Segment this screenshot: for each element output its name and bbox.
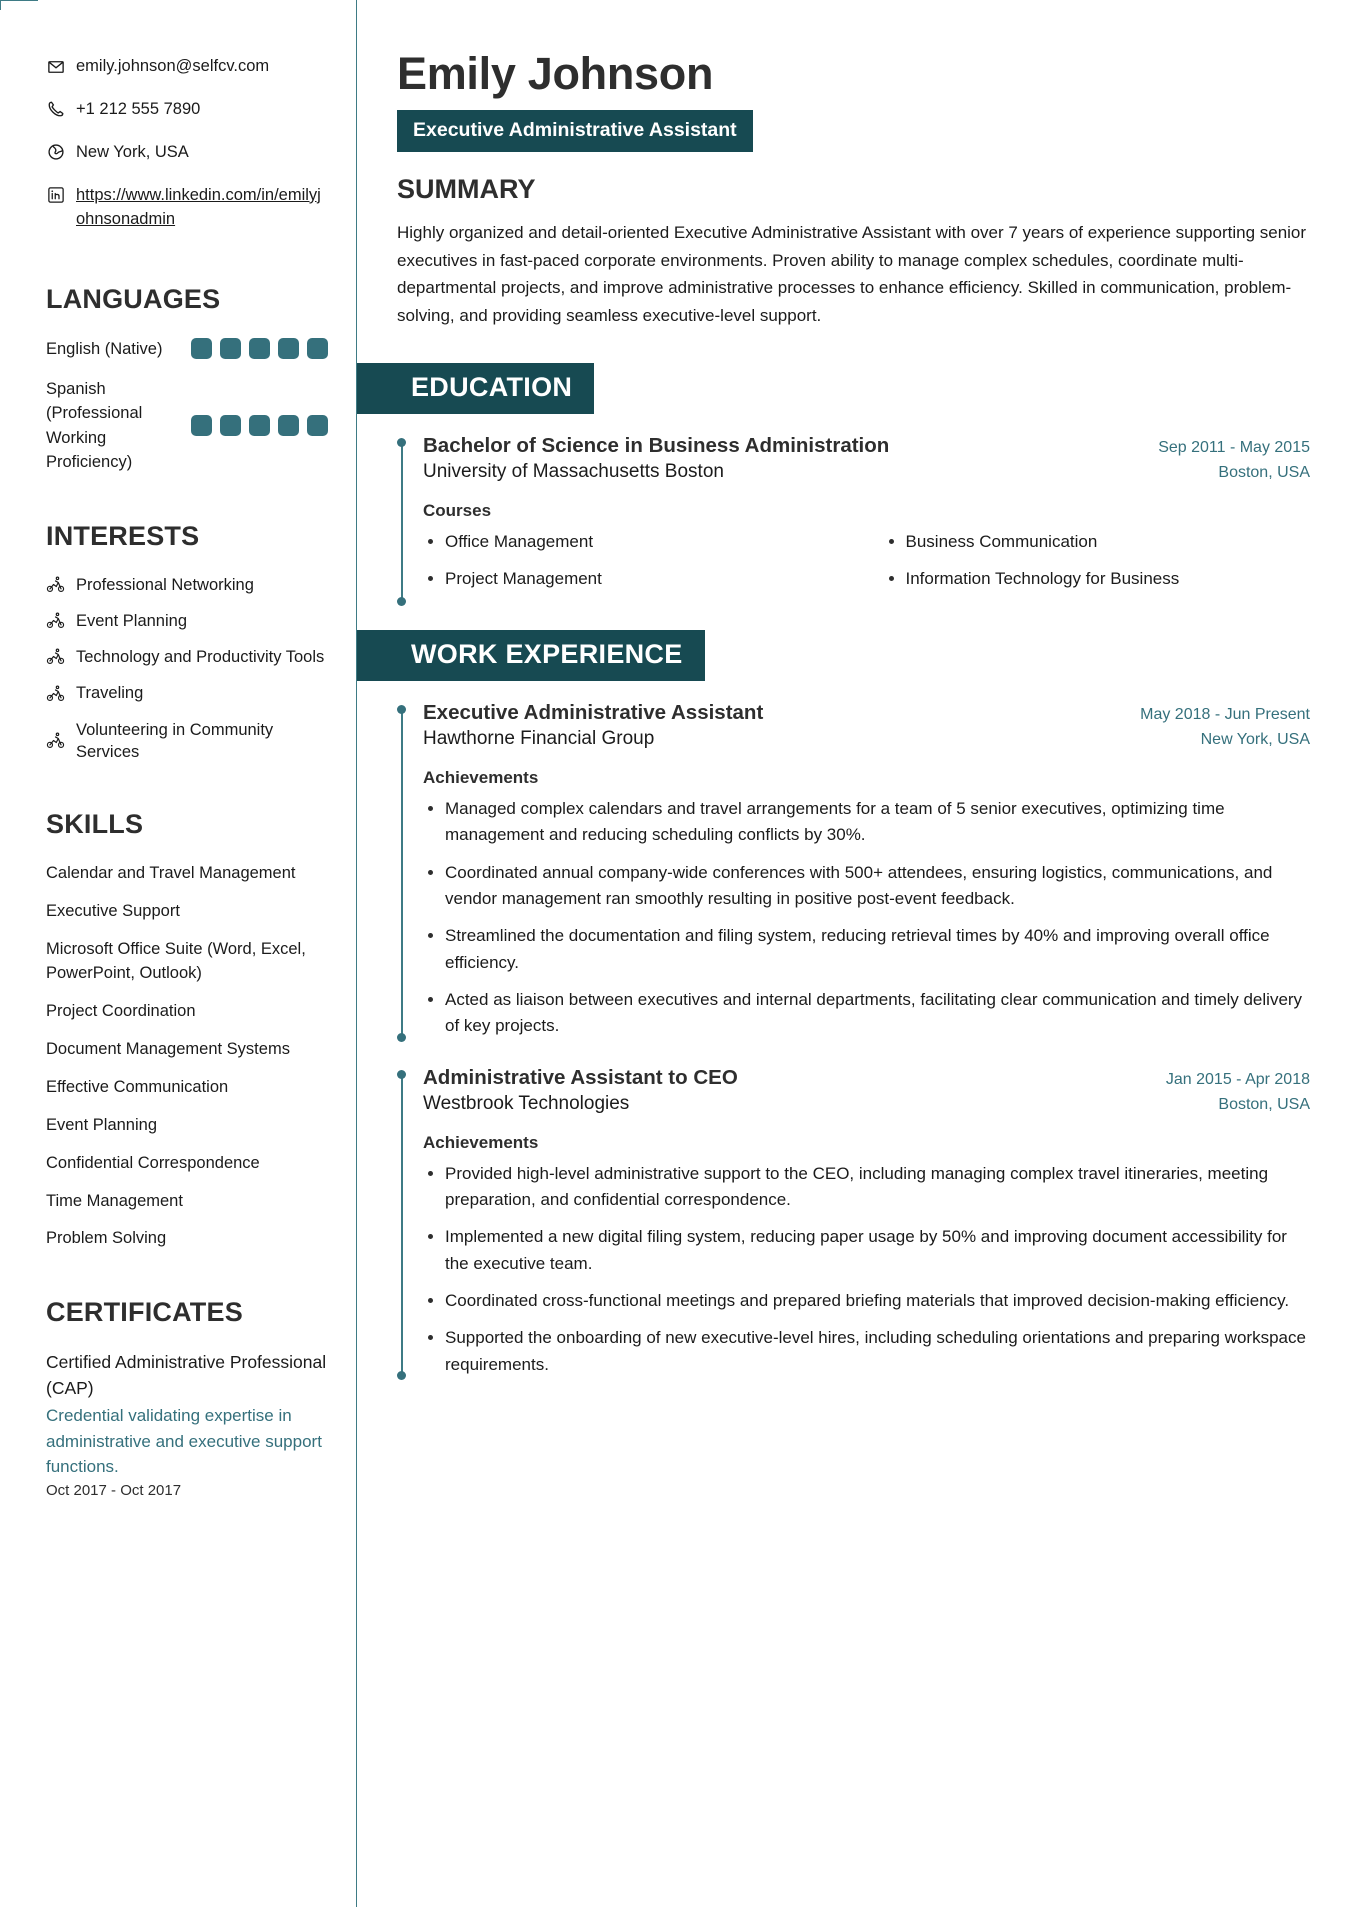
work-entry-head [423,701,1310,725]
timeline-dot-top [397,1070,406,1079]
courses-list [423,529,1310,604]
achievements-label: Achievements [423,1132,539,1152]
education-entry-head [423,434,1310,458]
language-item-spanish [46,377,328,475]
interest-item [46,646,328,668]
work-entry [397,701,1310,1040]
level-square [249,338,270,359]
education-entry [397,434,1310,604]
interest-label: Technology and Productivity Tools [76,648,325,667]
envelope-icon [46,57,65,76]
language-level-english [191,338,328,359]
achievements-list [423,796,1310,1040]
bicycle-icon [46,731,66,751]
certificate-description: Credential validating expertise in administrative and executive support functions. [46,1406,322,1477]
skills-section [46,809,328,1251]
skill-item: Calendar and Travel Management [46,864,296,883]
level-square [220,338,241,359]
course-item: Information Technology for Business [884,566,1311,592]
timeline-line [401,708,403,1040]
skills-heading: SKILLS [46,809,144,840]
certificate-date: Oct 2017 - Oct 2017 [46,1481,182,1499]
level-square [191,338,212,359]
achievement-item: Streamlined the documentation and filing system, reducing retrieval times by 40% and improving overall office efficiency. [423,923,1310,976]
summary-text: Highly organized and detail-oriented Executive Administrative Assistant with over 7 years of experience supporting senior executives in fast-paced corporate environments. Proven ability to manage complex schedules, coordinate multi-departmental projects, and improve administrative processes to enhance efficiency. Skilled in communication, problem-solving, and providing seamless executive-level support. [397,223,1307,325]
achievement-item: Implemented a new digital filing system, reducing paper usage by 50% and improving document accessibility for the executive team. [423,1224,1310,1277]
interest-label: Volunteering in Community Services [76,720,274,761]
work-entry-head [423,1066,1310,1090]
level-square [191,415,212,436]
skill-item: Effective Communication [46,1077,229,1096]
language-item-english [46,337,328,361]
main-content [357,0,1350,1907]
work-job-title: Administrative Assistant to CEO [423,1065,738,1089]
globe-icon [46,143,65,162]
achievements-list [423,1161,1310,1378]
achievement-item: Acted as liaison between executives and internal departments, facilitating clear communication and timely delivery of key projects. [423,987,1310,1040]
achievement-item: Coordinated annual company-wide conferences with 500+ attendees, ensuring logistics, communications, and vendor management ran smoothly resulting in positive post-event feedback. [423,860,1310,913]
interest-item [46,574,328,596]
timeline-line [401,1073,403,1378]
language-level-spanish [191,415,328,436]
work-job-title: Executive Administrative Assistant [423,700,764,724]
certificate-title: Certified Administrative Professional (CAP) [46,1352,327,1398]
achievement-item: Managed complex calendars and travel arrangements for a team of 5 senior executives, optimizing time management and reducing scheduling conflicts by 30%. [423,796,1310,849]
achievement-item: Coordinated cross-functional meetings and prepared briefing materials that improved decision-making efficiency. [423,1288,1310,1314]
level-square [278,415,299,436]
timeline-dot-bottom [397,1371,406,1380]
sidebar [0,0,357,1907]
work-location: Boston, USA [1218,1095,1310,1113]
contact-email-text: emily.johnson@selfcv.com [76,57,270,75]
timeline-line [401,441,403,604]
education-entry-sub [423,461,1310,483]
course-item: Office Management [423,529,850,555]
bicycle-icon [46,575,66,595]
contact-item-linkedin[interactable] [46,184,328,232]
work-entry-sub [423,728,1310,750]
interests-heading: INTERESTS [46,520,200,551]
interest-item [46,610,328,632]
skill-item: Event Planning [46,1115,157,1134]
timeline-dot-top [397,438,406,447]
contact-location-text: New York, USA [76,142,189,161]
education-section [397,363,1310,604]
education-date: Sep 2011 - May 2015 [1158,439,1310,457]
work-entry-sub [423,1093,1310,1115]
contact-list [46,55,328,232]
courses-label: Courses [423,501,492,521]
work-experience-section [397,630,1310,1378]
contact-item-email [46,55,328,79]
level-square [307,338,328,359]
education-degree: Bachelor of Science in Business Administration [423,434,890,458]
work-entry [397,1066,1310,1378]
bicycle-icon [46,611,66,631]
work-experience-heading: WORK EXPERIENCE [357,630,705,681]
skill-item: Project Coordination [46,1001,196,1020]
language-name: English (Native) [46,339,163,358]
skill-item: Document Management Systems [46,1039,290,1058]
summary-heading: SUMMARY [397,174,536,204]
job-role-banner: Executive Administrative Assistant [397,110,753,152]
achievement-item: Supported the onboarding of new executive-level hires, including scheduling orientations and preparing workspace requirements. [423,1325,1310,1378]
achievement-item: Provided high-level administrative support to the CEO, including managing complex travel itineraries, meeting preparation, and confidential correspondence. [423,1161,1310,1214]
skill-item: Confidential Correspondence [46,1153,260,1172]
contact-item-location [46,141,328,165]
timeline-dot-bottom [397,597,406,606]
linkedin-icon [46,186,65,205]
contact-linkedin-text[interactable]: https://www.linkedin.com/in/emilyjohnsonadmin [76,185,321,228]
page-title: Emily Johnson [397,48,714,99]
bicycle-icon [46,684,66,704]
language-name: Spanish (Professional Working Proficiency) [46,380,143,472]
interest-item [46,719,328,764]
course-item: Business Communication [884,529,1311,555]
interests-section [46,521,328,764]
interest-label: Event Planning [76,611,187,630]
achievements-label: Achievements [423,767,539,787]
interest-item [46,682,328,704]
phone-icon [46,100,65,119]
work-company: Hawthorne Financial Group [423,727,655,749]
level-square [278,338,299,359]
work-date: Jan 2015 - Apr 2018 [1165,1070,1310,1088]
languages-heading: LANGUAGES [46,283,221,314]
skill-item: Problem Solving [46,1229,167,1248]
level-square [249,415,270,436]
skill-item: Executive Support [46,902,180,921]
work-company: Westbrook Technologies [423,1092,630,1114]
skill-item: Microsoft Office Suite (Word, Excel, PowerPoint, Outlook) [46,940,306,982]
level-square [220,415,241,436]
contact-phone-text: +1 212 555 7890 [76,99,201,118]
interest-label: Traveling [76,684,144,703]
timeline-dot-bottom [397,1033,406,1042]
work-date: May 2018 - Jun Present [1140,705,1310,723]
certificate-item [46,1350,328,1498]
bicycle-icon [46,647,66,667]
education-location: Boston, USA [1218,464,1310,482]
work-location: New York, USA [1200,730,1310,748]
corner-decoration [0,0,38,10]
level-square [307,415,328,436]
certificates-section [46,1297,328,1498]
certificates-heading: CERTIFICATES [46,1297,243,1328]
contact-item-phone [46,98,328,122]
education-heading: EDUCATION [357,363,594,414]
education-school: University of Massachusetts Boston [423,461,724,483]
skill-item: Time Management [46,1191,183,1210]
interest-label: Professional Networking [76,575,254,594]
course-item: Project Management [423,566,850,592]
languages-section [46,284,328,475]
timeline-dot-top [397,705,406,714]
